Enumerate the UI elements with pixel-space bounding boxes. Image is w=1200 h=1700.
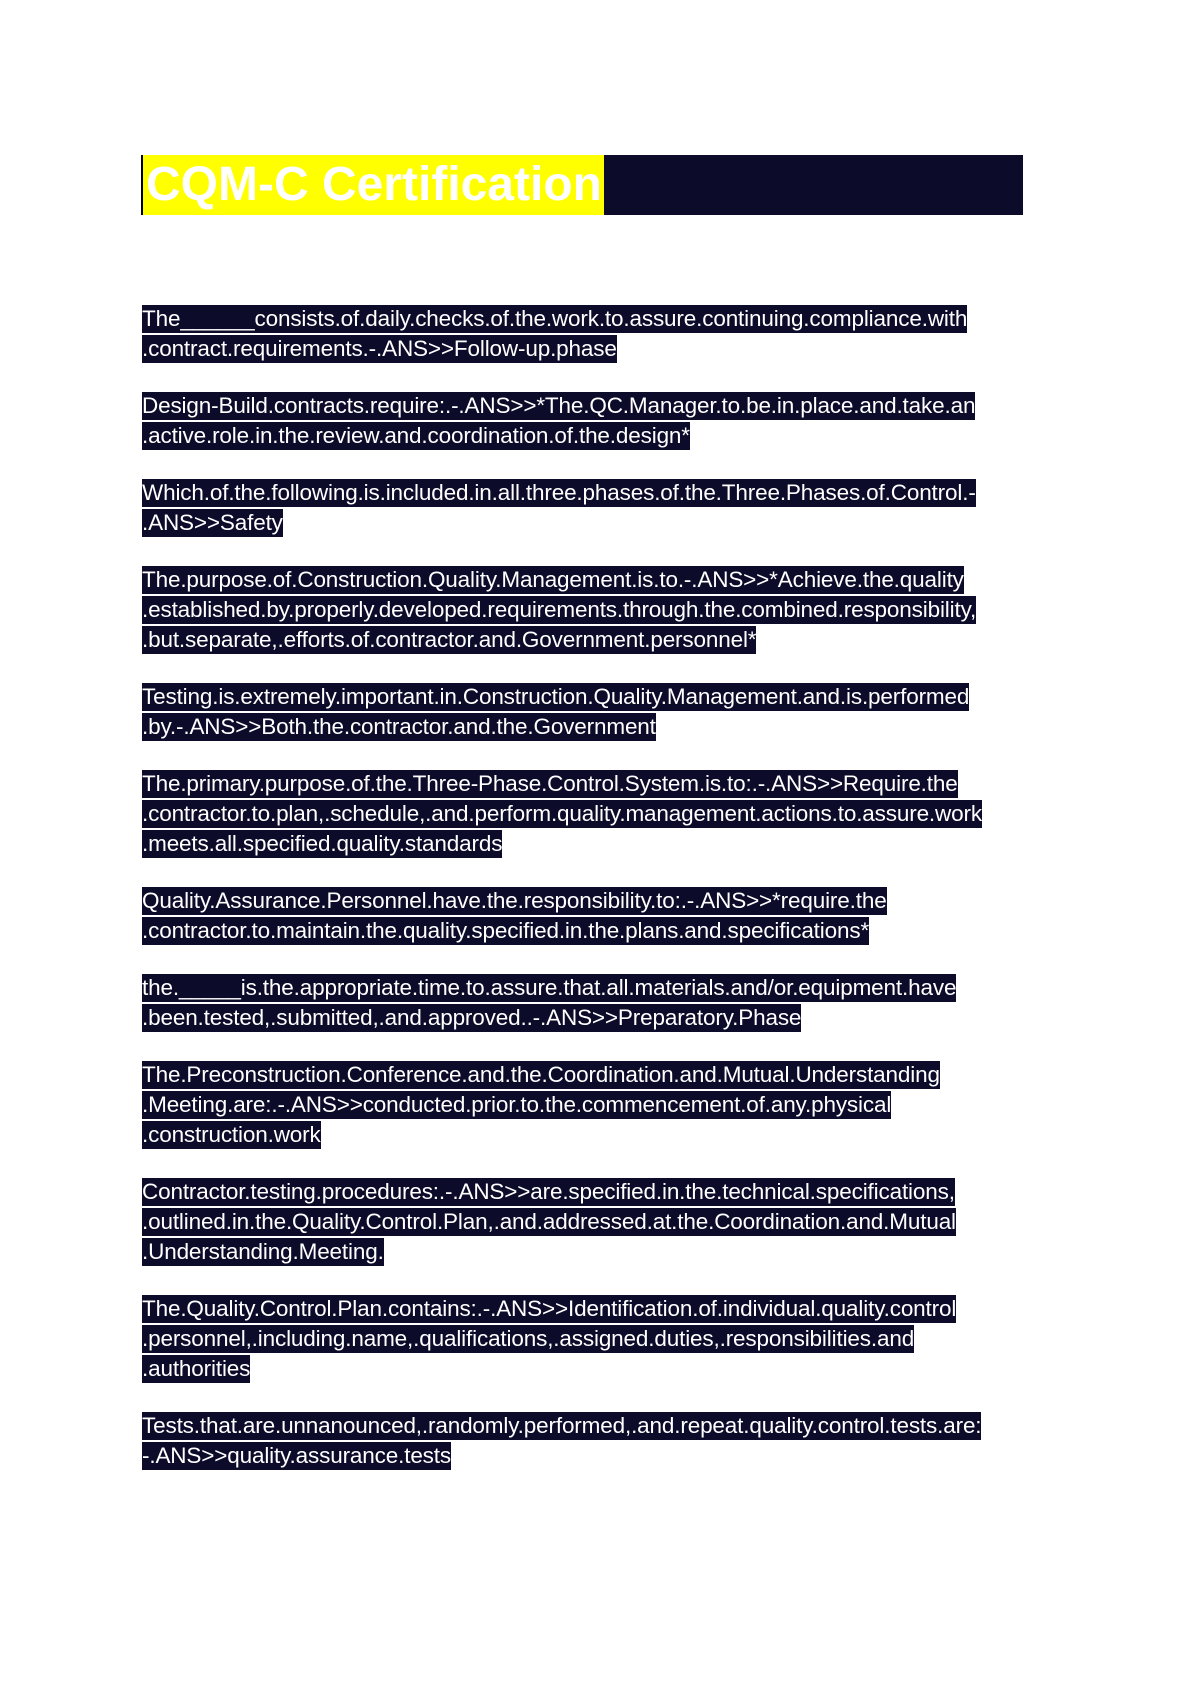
qa-item xyxy=(142,769,1072,859)
qa-text: Design-Build.contracts.require:.-.ANS>>*The.QC.Manager.to.be.in.place.and.take.an .active.role.in.the.review.and.coordination.of.the.design* xyxy=(142,393,976,448)
qa-text: The.primary.purpose.of.the.Three-Phase.Control.System.is.to:.-.ANS>>Require.the .contractor.to.plan,.schedule,.and.perform.quality.management.actions.to.assure.work .meets.all.specified.quality.standards xyxy=(142,771,982,856)
qa-text: The.Preconstruction.Conference.and.the.Coordination.and.Mutual.Understanding .Meeting.are:.-.ANS>>conducted.prior.to.the.commencement.of.any.physical .construction.work xyxy=(142,1062,940,1147)
qa-item xyxy=(142,973,1072,1033)
qa-item xyxy=(142,1411,1072,1471)
qa-text: Tests.that.are.unnanounced,.randomly.performed,.and.repeat.quality.control.tests.are: -.ANS>>quality.assurance.tests xyxy=(142,1413,982,1468)
qa-text: The______consists.of.daily.checks.of.the.work.to.assure.continuing.compliance.with .contract.requirements.-.ANS>>Follow-up.phase xyxy=(142,306,968,361)
qa-text: Contractor.testing.procedures:.-.ANS>>are.specified.in.the.technical.specifications, .outlined.in.the.Quality.Control.Plan,.and.addressed.at.the.Coordination.and.Mutual .Understanding.Meeting. xyxy=(142,1179,956,1264)
title-bar xyxy=(141,155,1023,215)
qa-item xyxy=(142,1060,1072,1150)
qa-item xyxy=(142,1294,1072,1384)
qa-text: The.Quality.Control.Plan.contains:.-.ANS>>Identification.of.individual.quality.control .personnel,.including.name,.qualifications,.assigned.duties,.responsibilities.and .authorities xyxy=(142,1296,957,1381)
qa-item xyxy=(142,886,1072,946)
qa-text: the._____is.the.appropriate.time.to.assure.that.all.materials.and/or.equipment.have .been.tested,.submitted,.and.approved..-.ANS>>Preparatory.Phase xyxy=(142,975,957,1030)
document-title: CQM-C Certification xyxy=(143,155,604,215)
qa-item xyxy=(142,391,1072,451)
qa-list xyxy=(142,304,1072,1498)
qa-text: The.purpose.of.Construction.Quality.Management.is.to.-.ANS>>*Achieve.the.quality .established.by.properly.developed.requirements.through.the.combined.responsibility, .but.separate,.efforts.of.contractor.and.Government.personnel* xyxy=(142,567,977,652)
qa-text: Quality.Assurance.Personnel.have.the.responsibility.to:.-.ANS>>*require.the .contractor.to.maintain.the.quality.specified.in.the.plans.and.specifications* xyxy=(142,888,887,943)
qa-item xyxy=(142,682,1072,742)
qa-item xyxy=(142,565,1072,655)
qa-item xyxy=(142,304,1072,364)
qa-text: Which.of.the.following.is.included.in.all.three.phases.of.the.Three.Phases.of.Control.- .ANS>>Safety xyxy=(142,480,976,535)
qa-text: Testing.is.extremely.important.in.Construction.Quality.Management.and.is.performed .by.-.ANS>>Both.the.contractor.and.the.Government xyxy=(142,684,970,739)
qa-item xyxy=(142,478,1072,538)
qa-item xyxy=(142,1177,1072,1267)
